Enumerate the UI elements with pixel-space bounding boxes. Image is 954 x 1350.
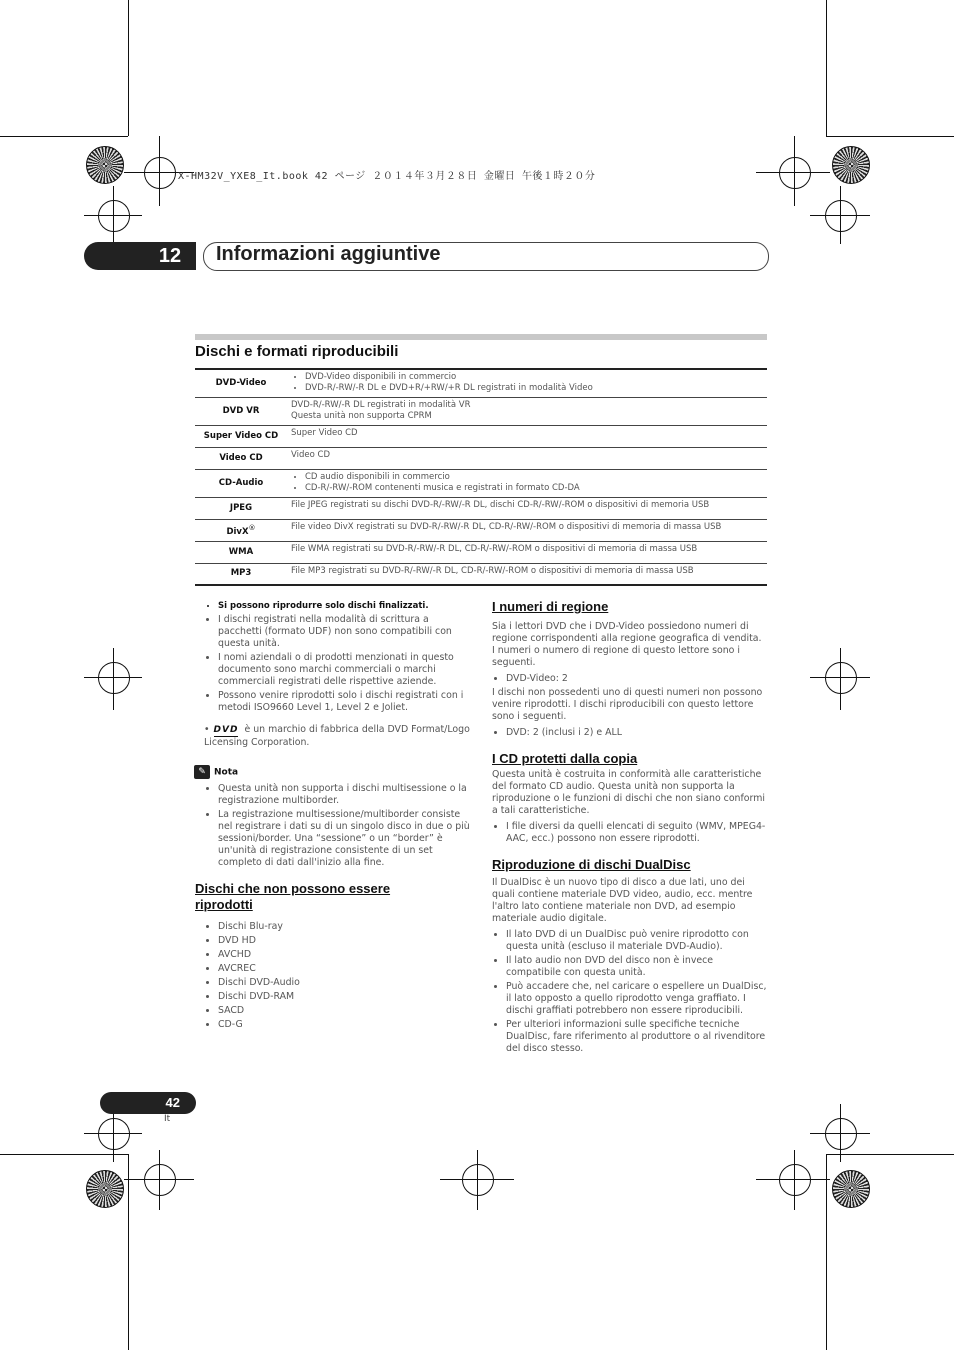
crosshair-icon: [825, 200, 857, 232]
list-item: • Dischi DVD-RAM: [218, 991, 472, 1003]
chapter-number-badge: [84, 242, 196, 270]
registration-rosette-icon: [832, 146, 870, 184]
format-name: CD-Audio: [195, 469, 287, 497]
pencil-note-icon: ✎: [194, 765, 210, 779]
table-row: [195, 519, 767, 541]
format-name: DVD VR: [195, 397, 287, 425]
chapter-title: Informazioni aggiuntive: [216, 243, 441, 265]
region-paragraph-1: Sia i lettori DVD che i DVD-Video possiedono numeri di regione corrispondenti alla regione geografica di vendita. I numeri o numero di regione di questo lettore sono i seguenti.: [492, 621, 762, 668]
table-row: [195, 369, 767, 397]
list-item: • Può accadere che, nel caricare o espellere un DualDisc, il lato opposto a quello riprodotto venga graffiato. I dischi graffiati potrebbero non essere riproducibili.: [506, 981, 767, 1017]
nota-label: Nota: [214, 767, 239, 778]
list-item: • Il lato DVD di un DualDisc può venire riprodotto con questa unità (escluso il materiale DVD-Audio).: [506, 929, 767, 953]
list-item: • AVCHD: [218, 949, 472, 961]
format-name: Video CD: [195, 447, 287, 469]
table-row: [195, 447, 767, 469]
format-name: JPEG: [195, 497, 287, 519]
unplayable-title: Dischi che non possono essere riprodotti: [195, 881, 391, 912]
list-item: • Si possono riprodurre solo dischi finalizzati.: [218, 600, 472, 612]
chapter-number: 12: [158, 245, 182, 267]
page-number: 42: [165, 1095, 180, 1110]
right-column: [492, 599, 767, 1057]
crosshair-icon: [144, 157, 176, 189]
region-title: I numeri di regione: [492, 599, 609, 614]
list-item: • AVCREC: [218, 963, 472, 975]
list-item: • DVD-Video: 2: [506, 673, 767, 685]
crosshair-icon: [825, 662, 857, 694]
crosshair-icon: [98, 662, 130, 694]
format-name: MP3: [230, 568, 252, 579]
left-column: [195, 600, 472, 1033]
list-item: • DVD-R/-RW/-R DL e DVD+R/+RW/+R DL registrati in modalità Video: [305, 383, 763, 394]
format-desc: Video CD: [287, 447, 767, 469]
copy-protect-paragraph: Questa unità è costruita in conformità alle caratteristiche del formato CD audio. Questa unità non supporta la riproduzione o le funzioni di dischi che non siano conformi a tali caratteristiche.: [492, 769, 765, 816]
dualdisc-title: Riproduzione di dischi DualDisc: [492, 857, 691, 872]
dualdisc-paragraph: Il DualDisc è un nuovo tipo di disco a due lati, uno dei quali contiene materiale DVD video, audio, ecc. mentre l'altro lato contiene materiale non DVD, ad esempio materiale audio digitale.: [492, 877, 753, 924]
crosshair-icon: [779, 1164, 811, 1196]
crosshair-icon: [98, 1118, 130, 1150]
format-name: DVD-Video: [195, 369, 287, 397]
list-item: • DVD: 2 (inclusi i 2) e ALL: [506, 727, 767, 739]
table-row: [195, 541, 767, 563]
format-desc: [287, 469, 767, 497]
format-name-divx: [195, 519, 287, 541]
table-row: [195, 425, 767, 447]
region-paragraph-2: I dischi non possedenti uno di questi numeri non possono venire riprodotti. I dischi riproducibili con questo lettore sono i seguenti.: [492, 687, 763, 722]
list-item: • Possono venire riprodotti solo i dischi registrati con i metodi ISO9660 Level 1, Level 2 e Joliet.: [218, 690, 472, 714]
format-name: WMA: [195, 541, 287, 563]
format-line: DVD-R/-RW/-R DL registrati in modalità VR: [291, 399, 471, 410]
format-desc: File JPEG registrati su dischi DVD-R/-RW/-R DL, dischi CD-R/-RW/-ROM o dispositivi di memoria USB: [287, 497, 767, 519]
registered-mark: ®: [248, 523, 256, 532]
crosshair-icon: [462, 1164, 494, 1196]
print-header: X-HM32V_YXE8_It.book 42 ページ ２０１４年３月２８日 金曜日 午後１時２０分: [178, 171, 596, 182]
page-language: It: [164, 1114, 171, 1124]
table-row: [195, 497, 767, 519]
registration-rosette-icon: [86, 146, 124, 184]
list-item: • CD-R/-RW/-ROM contenenti musica e registrati in formato CD-DA: [305, 483, 763, 494]
list-item: • CD audio disponibili in commercio: [305, 472, 763, 483]
table-row: [195, 397, 767, 425]
format-desc: File MP3 registrati su DVD-R/-RW/-R DL, CD-R/-RW/-ROM o dispositivi di memoria di massa USB: [291, 565, 694, 576]
format-desc: File video DivX registrati su DVD-R/-RW/-R DL, CD-R/-RW/-ROM o dispositivi di memoria di massa USB: [287, 519, 767, 541]
list-item: • DVD-Video disponibili in commercio: [305, 372, 763, 383]
list-item: • Dischi Blu-ray: [218, 921, 472, 933]
copy-protect-title: I CD protetti dalla copia: [492, 751, 638, 766]
page-number-badge: [100, 1092, 196, 1114]
section-title: Dischi e formati riproducibili: [195, 343, 399, 360]
list-item: • La registrazione multisessione/multiborder consiste nel registrare i dati su di un singolo disco in due o più sessioni/border. Una “sessione” o un “border” è un'unità di registrazione consistente di un set completo di dati dall'inizio alla fine.: [218, 809, 472, 869]
format-name: DivX: [226, 526, 249, 537]
list-item: • Dischi DVD-Audio: [218, 977, 472, 989]
format-desc: [287, 369, 767, 397]
crosshair-icon: [825, 1118, 857, 1150]
list-item: • I file diversi da quelli elencati di seguito (WMV, MPEG4-AAC, ecc.) possono non essere riprodotti.: [506, 821, 767, 845]
dvd-logo: DVD: [213, 725, 239, 735]
registration-rosette-icon: [86, 1170, 124, 1208]
section-rule: [195, 334, 767, 340]
list-item: • Il lato audio non DVD del disco non è invece compatibile con questa unità.: [506, 955, 767, 979]
table-row: [195, 469, 767, 497]
nota-heading: [194, 765, 472, 779]
registration-rosette-icon: [832, 1170, 870, 1208]
format-desc: [287, 397, 767, 425]
dvd-trademark-text: è un marchio di fabbrica della DVD Format/Logo Licensing Corporation.: [204, 724, 470, 748]
list-item: • Per ulteriori informazioni sulle specifiche tecniche DualDisc, fare riferimento al produttore o al rivenditore del disco stesso.: [506, 1019, 767, 1055]
format-name: Super Video CD: [195, 425, 287, 447]
format-desc: Super Video CD: [287, 425, 767, 447]
list-item: • Questa unità non supporta i dischi multisessione o la registrazione multiborder.: [218, 783, 472, 807]
crosshair-icon: [144, 1164, 176, 1196]
format-line: Questa unità non supporta CPRM: [291, 410, 432, 421]
crosshair-icon: [779, 157, 811, 189]
format-desc: File WMA registrati su DVD-R/-RW/-R DL, CD-R/-RW/-ROM o dispositivi di memoria di massa USB: [287, 541, 767, 563]
list-item: • SACD: [218, 1005, 472, 1017]
list-item: • I dischi registrati nella modalità di scrittura a pacchetti (formato UDF) non sono compatibili con questa unità.: [218, 614, 472, 650]
dvd-trademark-note: • DVD è un marchio di fabbrica della DVD Format/Logo Licensing Corporation.: [204, 724, 470, 748]
crosshair-icon: [98, 200, 130, 232]
list-item: • DVD HD: [218, 935, 472, 947]
table-row: [195, 563, 767, 585]
list-item: • CD-G: [218, 1019, 472, 1031]
formats-table: [195, 368, 767, 586]
list-item: • I nomi aziendali o di prodotti menzionati in questo documento sono marchi commerciali o marchi commerciali registrati delle rispettive aziende.: [218, 652, 472, 688]
